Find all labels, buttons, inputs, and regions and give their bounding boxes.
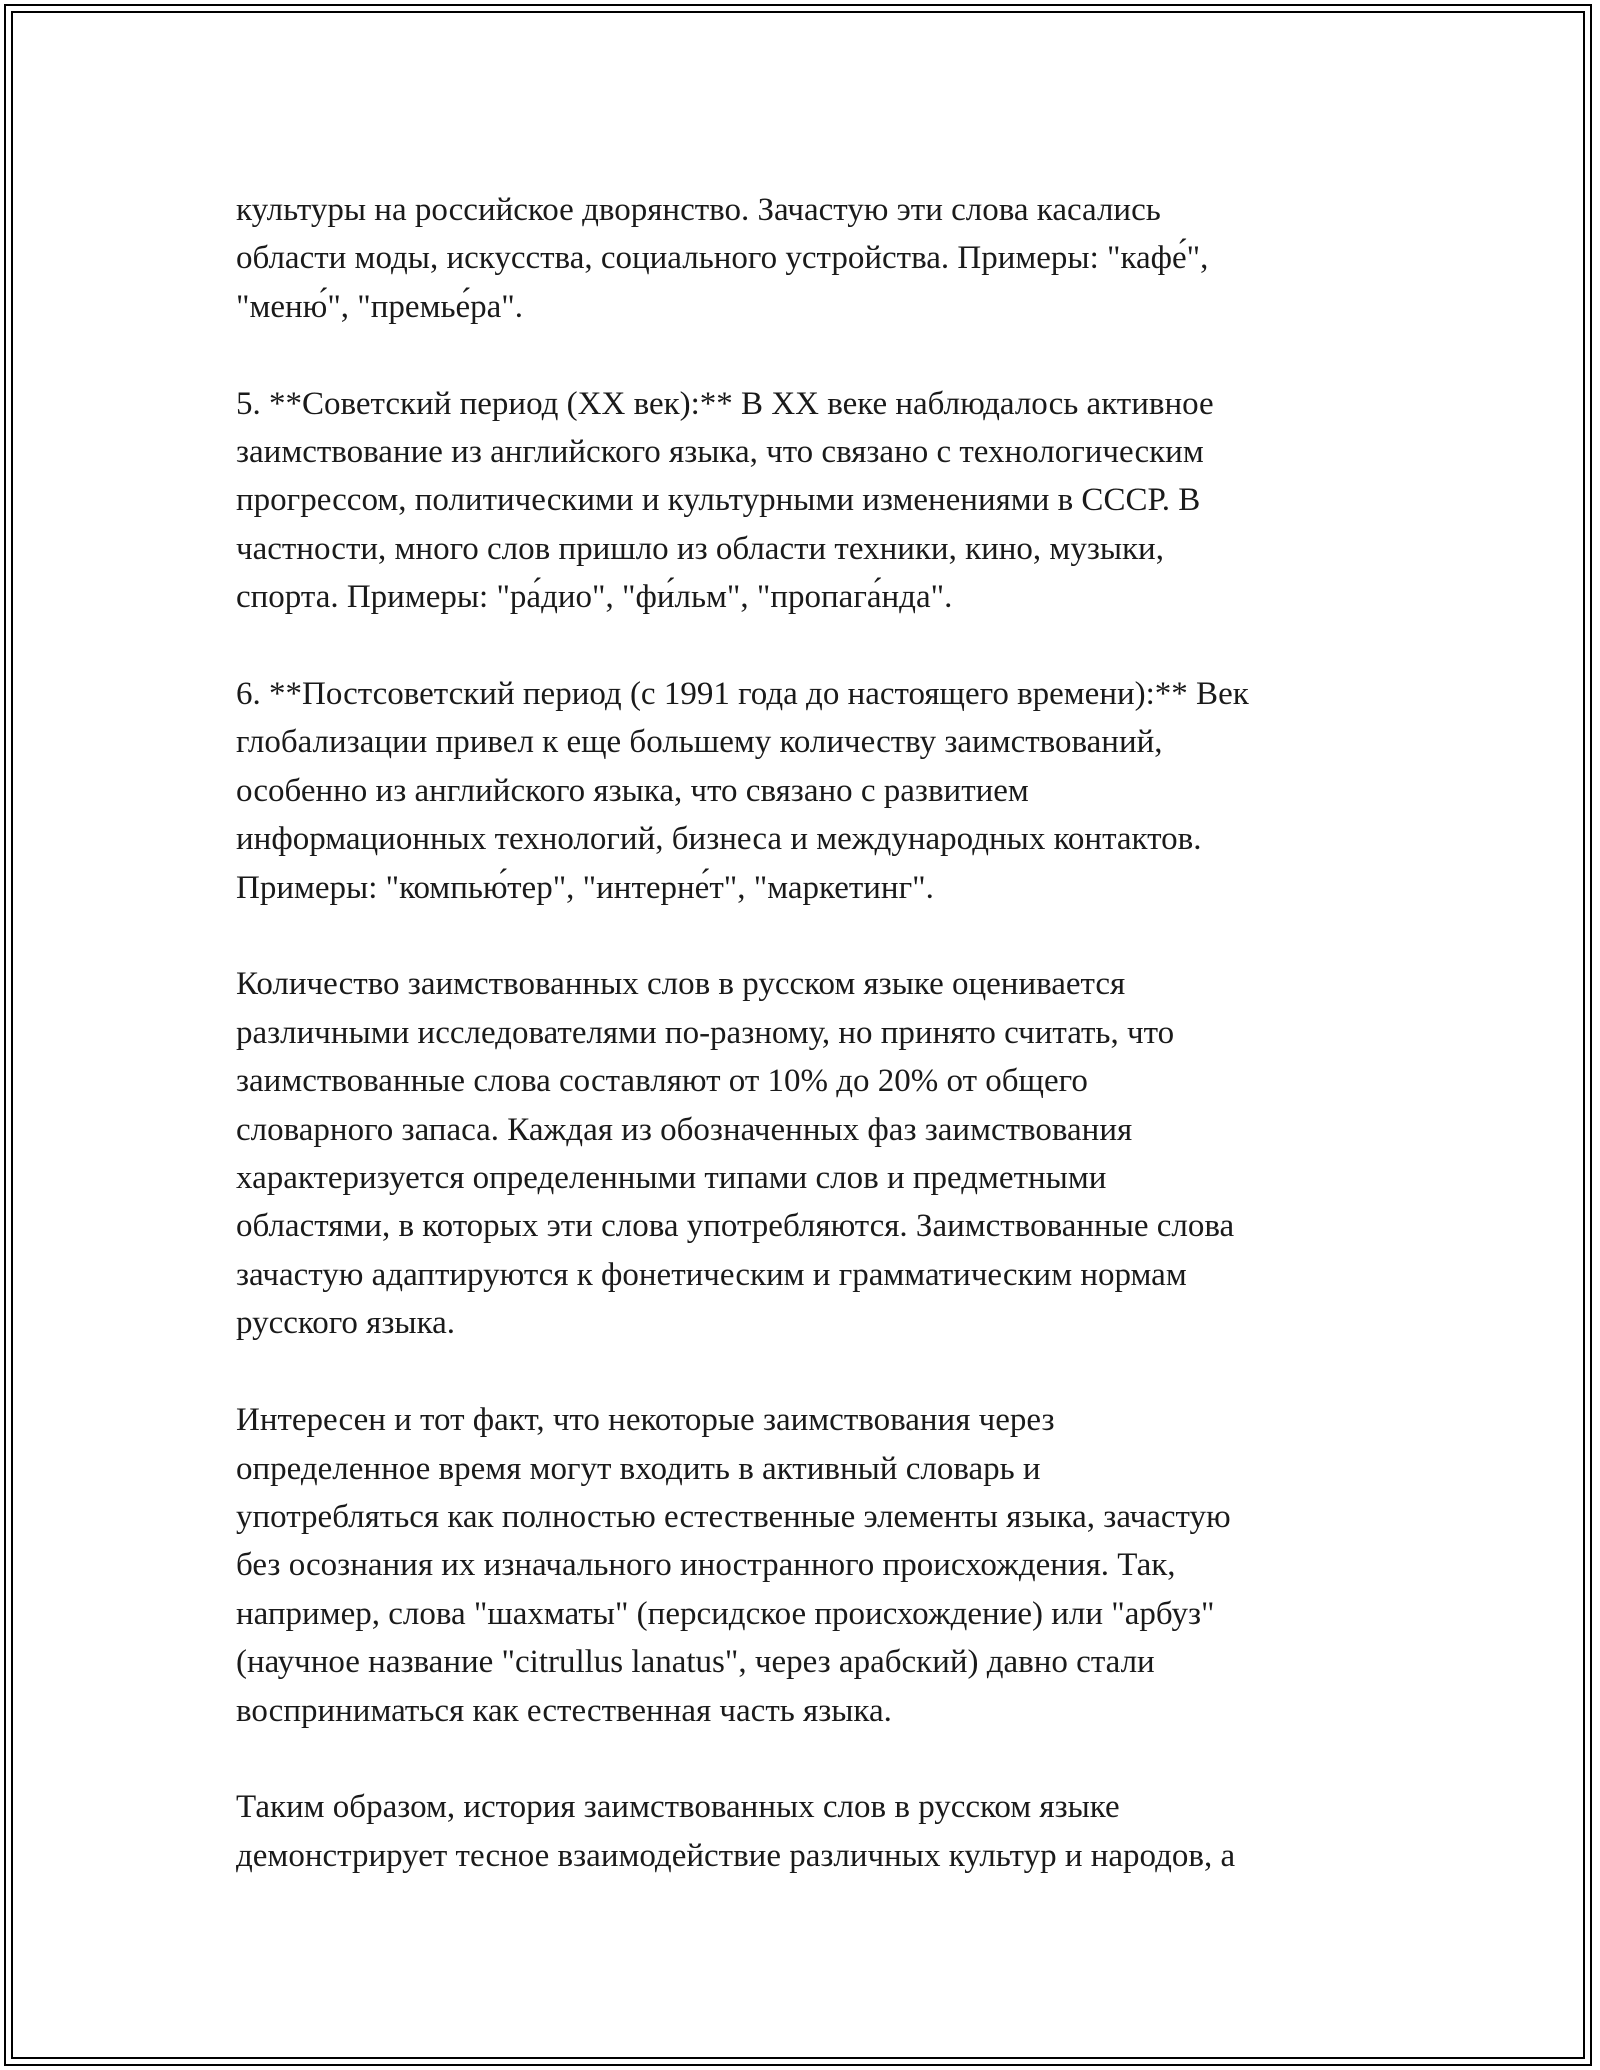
paragraph-borrowing-share: Количество заимствованных слов в русском языке оценивается различными исследователями по-разному, но принято считать, что заимствованные слова составляют от 10% до 20% от общего словарного запаса. Каждая из обозначенных фаз заимствования характеризуется определенными типами слов и предметными областями, в которых эти слова употребляются. Заимствованные слова зачастую адаптируются к фонетическим и грамматическим нормам русского языка.: [236, 966, 1235, 1342]
paragraph-nobility-borrowings: культуры на российское дворянство. Зачастую эти слова касались области моды, искусства, социального устройства. Примеры: "кафе́", "меню́", "премье́ра".: [236, 192, 1209, 325]
paragraph-post-soviet-period: 6. **Постсоветский период (с 1991 года до настоящего времени):** Век глобализации привел к еще большему количеству заимствований, особенно из английского языка, что связано с развитием информационных технологий, бизнеса и международных контактов. Примеры: "компью́тер", "интерне́т", "маркетинг".: [236, 676, 1249, 906]
paragraph-naturalized-words: Интересен и тот факт, что некоторые заимствования через определенное время могут входить в активный словарь и употребляться как полностью естественные элементы языка, зачастую без осознания их изначального иностранного происхождения. Так, например, слова "шахматы" (персидское происхождение) или "арбуз" (научное название "citrullus lanatus", через арабский) давно стали восприниматься как естественная часть языка.: [236, 1402, 1231, 1729]
paragraph-soviet-period: 5. **Советский период (XX век):** В XX веке наблюдалось активное заимствование из английского языка, что связано с технологическим прогрессом, политическими и культурными изменениями в СССР. В частности, много слов пришло из области техники, кино, музыки, спорта. Примеры: "ра́дио", "фи́льм", "пропага́нда".: [236, 385, 1214, 616]
document-body: [236, 186, 1376, 1880]
paragraph-conclusion: Таким образом, история заимствованных слов в русском языке демонстрирует тесное взаимодействие различных культур и народов, а: [236, 1789, 1236, 1874]
